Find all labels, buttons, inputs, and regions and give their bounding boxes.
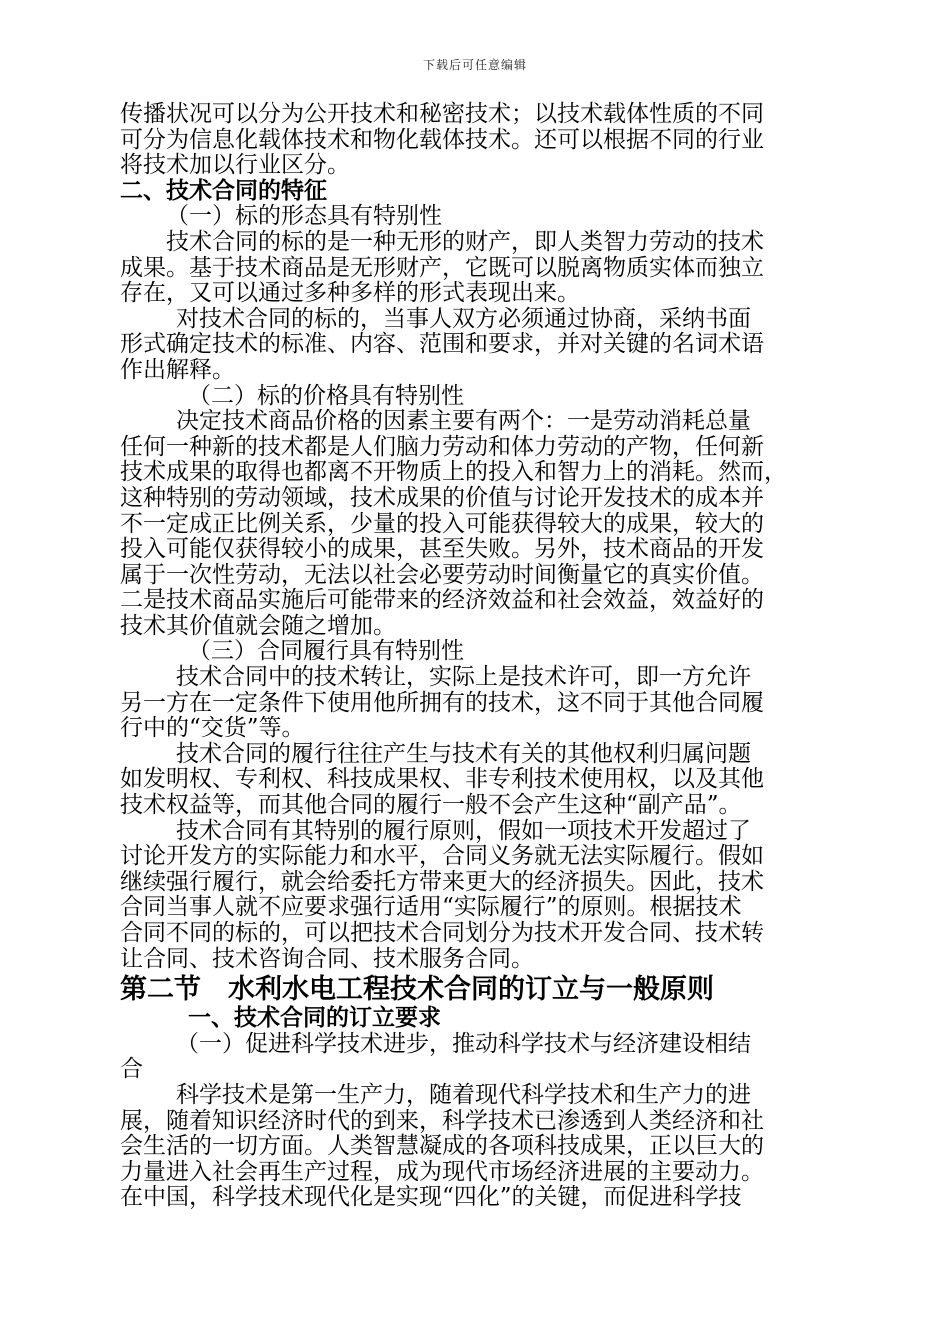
text-line: 合 [120,1056,143,1083]
text-line: 如发明权、专利权、科技成果权、非专利技术使用权，以及其他 [120,766,764,793]
text-line: 将技术加以行业区分。 [120,152,350,179]
subheading-object-form: （一）标的形态具有特别性 [166,203,442,230]
text-line: 继续强行履行，就会给委托方带来更大的经济损失。因此，技术 [120,868,764,895]
text-line: 二是技术商品实施后可能带来的经济效益和社会效益，效益好的 [120,587,764,614]
text-line: 技术合同的履行往往产生与技术有关的其他权利归属问题 [176,740,751,767]
text-line: 行中的“交货”等。 [120,715,305,742]
subheading-object-price: （二）标的价格具有特别性 [188,382,464,409]
page-header: 下载后可任意编辑 [422,58,527,72]
text-line: 技术成果的取得也都离不开物质上的投入和智力上的消耗。然而， [120,459,787,486]
text-line: 属于一次性劳动，无法以社会必要劳动时间衡量它的真实价值。 [120,561,764,588]
heading-contract-features: 二、技术合同的特征 [120,177,327,204]
text-line: 技术合同有其特别的履行原则，假如一项技术开发超过了 [176,817,751,844]
text-line: 让合同、技术咨询合同、技术服务合同。 [120,945,534,972]
text-line: 会生活的一切方面。人类智慧凝成的各项科技成果，正以巨大的 [120,1133,764,1160]
subheading-promote-science: （一）促进科学技术进步，推动科学技术与经济建设相结 [176,1030,751,1057]
subheading-contract-performance: （三）合同履行具有特别性 [188,638,464,665]
text-line: 合同不同的标的，可以把技术合同划分为技术开发合同、技术转 [120,920,764,946]
text-line: 作出解释。 [120,356,235,383]
text-line: 技术其价值就会随之增加。 [120,612,396,639]
text-line: 传播状况可以分为公开技术和秘密技术；以技术载体性质的不同 [120,101,764,127]
text-line: 在中国，科学技术现代化是实现“四化”的关键，而促进科学技 [120,1184,742,1211]
text-line: 另一方在一定条件下使用他所拥有的技术，这不同于其他合同履 [120,689,764,716]
text-line: 决定技术商品价格的因素主要有两个：一是劳动消耗总量 [176,408,751,435]
text-line: 投入可能仅获得较小的成果，甚至失败。另外，技术商品的开发 [120,536,764,563]
text-line: 存在，又可以通过多种多样的形式表现出来。 [120,280,580,307]
text-line: 技术合同中的技术转让，实际上是技术许可，即一方允许 [176,664,751,691]
section-heading: 第二节 水利水电工程技术合同的订立与一般原则 [120,974,714,1006]
text-line: 技术权益等，而其他合同的履行一般不会产生这种“副产品”。 [120,792,742,819]
text-line: 不一定成正比例关系，少量的投入可能获得较大的成果，较大的 [120,510,764,537]
text-line: 力量进入社会再生产过程，成为现代市场经济进展的主要动力。 [120,1158,764,1185]
text-line: 形式确定技术的标准、内容、范围和要求，并对关键的名词术语 [120,331,764,358]
text-line: 技术合同的标的是一种无形的财产，即人类智力劳动的技术 [166,228,764,255]
text-line: 这种特别的劳动领域，技术成果的价值与讨论开发技术的成本并 [120,484,764,511]
text-line: 科学技术是第一生产力，随着现代科学技术和生产力的进 [176,1081,751,1108]
text-line: 任何一种新的技术都是人们脑力劳动和体力劳动的产物，任何新 [120,433,764,460]
text-line: 讨论开发方的实际能力和水平，合同义务就无法实际履行。假如 [120,843,764,870]
text-line: 成果。基于技术商品是无形财产，它既可以脱离物质实体而独立 [120,254,764,281]
heading-contract-requirements: 一、技术合同的订立要求 [188,1005,441,1032]
text-line: 展，随着知识经济时代的到来，科学技术已渗透到人类经济和社 [120,1107,764,1134]
text-line: 可分为信息化载体技术和物化载体技术。还可以根据不同的行业 [120,126,764,153]
text-line: 对技术合同的标的，当事人双方必须通过协商，采纳书面 [176,305,751,332]
document-body [120,102,834,1211]
text-line: 合同当事人就不应要求强行适用“实际履行”的原则。根据技术 [120,894,742,921]
